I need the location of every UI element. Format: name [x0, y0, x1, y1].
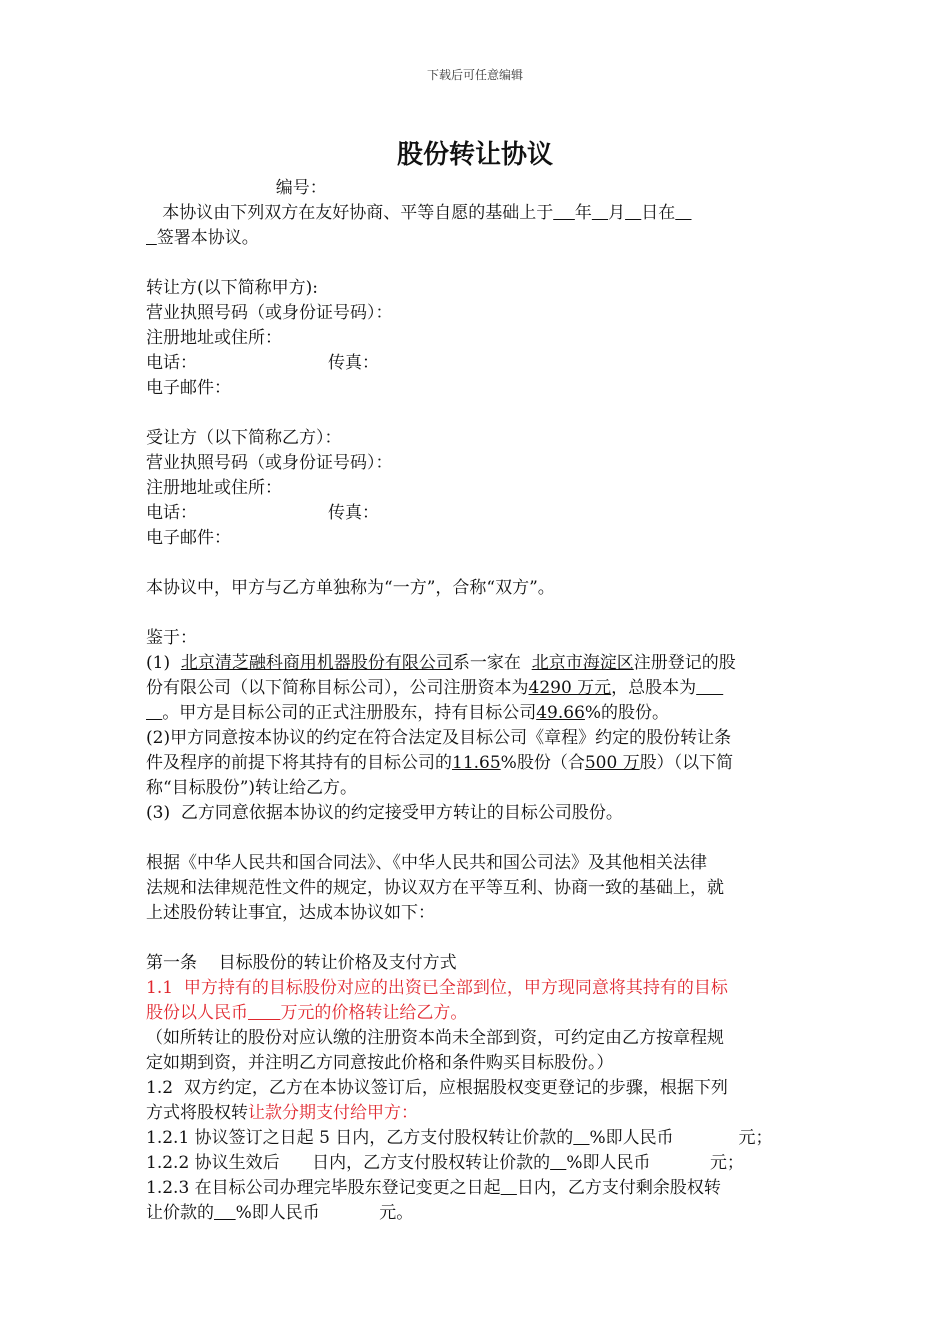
clause-1-1-line-2: 股份以人民币 万元的价格转让给乙方。 [146, 1003, 468, 1023]
party-a-email: 电子邮件： [146, 378, 231, 398]
clause-1-1-line-1: 1.1 甲方持有的目标股份对应的出资已全部到位，甲方现同意将其持有的目标 [146, 978, 728, 998]
party-b-address: 注册地址或住所： [146, 478, 282, 498]
party-a-address: 注册地址或住所： [146, 328, 282, 348]
document-body [146, 176, 808, 1226]
document-title: 股份转让协议 [396, 140, 553, 170]
recital-2-line-1: (2)甲方同意按本协议的约定在符合法定及目标公司《章程》约定的股份转让条 [146, 728, 732, 748]
basis-line-3: 上述股份转让事宜，达成本协议如下： [146, 903, 435, 923]
recital-1-line-3: 。甲方是目标公司的正式注册股东，持有目标公司49.66%的股份。 [162, 703, 670, 723]
clause-1-1-note-line-1: （如所转让的股份对应认缴的注册资本尚未全部到资，可约定由乙方按章程规 [146, 1028, 724, 1048]
clause-1-2-2: 1.2.2 协议生效后 日内，乙方支付股权转让价款的 %即人民币 元； [146, 1153, 744, 1173]
party-b-license: 营业执照号码（或身份证号码）： [146, 453, 393, 473]
clause-1-2-3-line-2: 让价款的 %即人民币 元。 [146, 1203, 414, 1223]
clause-1-2-1: 1.2.1 协议签订之日起 5 日内，乙方支付股权转让价款的 %即人民币 元； [146, 1128, 773, 1148]
whereas-heading: 鉴于： [146, 628, 197, 648]
contract-number-line: 编号： [275, 178, 327, 198]
parties-definition: 本协议中，甲方与乙方单独称为“一方”，合称“双方”。 [146, 578, 555, 598]
recital-1-line-2: 份有限公司（以下简称目标公司），公司注册资本为4290 万元，总股本为 [146, 678, 697, 698]
party-a-license: 营业执照号码（或身份证号码）： [146, 303, 393, 323]
party-b-email: 电子邮件： [146, 528, 231, 548]
recital-2-line-2: 件及程序的前提下将其持有的目标公司的11.65%股份（合500 万股）（以下简 [146, 753, 734, 773]
recital-2-line-3: 称“目标股份”)转让给乙方。 [146, 778, 358, 798]
recital-3: (3) 乙方同意依据本协议的约定接受甲方转让的目标公司股份。 [146, 803, 623, 823]
recital-1-line-1: (1) 北京清芝融科商用机器股份有限公司系一家在 北京市海淀区注册登记的股 [146, 653, 736, 673]
clause-1-2-3-line-1: 1.2.3 在目标公司办理完毕股东登记变更之日起 日内，乙方支付剩余股权转 [146, 1178, 721, 1198]
clause-1-1-note-line-2: 定如期到资，并注明乙方同意按此价格和条件购买目标股份。） [146, 1053, 614, 1073]
intro-line-2: 签署本协议。 [156, 228, 259, 248]
party-b-contact: 电话： 传真： [146, 503, 379, 523]
party-a-contact: 电话： 传真： [146, 353, 379, 373]
basis-line-1: 根据《中华人民共和国合同法》、《中华人民共和国公司法》及其他相关法律 [146, 853, 707, 873]
party-b-heading: 受让方（以下简称乙方）： [146, 428, 342, 448]
party-a-heading: 转让方(以下简称甲方): [146, 278, 318, 298]
basis-line-2: 法规和法律规范性文件的规定，协议双方在平等互利、协商一致的基础上，就 [146, 878, 724, 898]
clause-1-2-line-1: 1.2 双方约定，乙方在本协议签订后，应根据股权变更登记的步骤，根据下列 [146, 1078, 728, 1098]
clause-1-2-line-2: 方式将股权转让款分期支付给甲方： [146, 1103, 418, 1123]
intro-line-1: 本协议由下列双方在友好协商、平等自愿的基础上于 年 月 日在 [162, 203, 676, 223]
article-1-heading: 第一条 目标股份的转让价格及支付方式 [146, 953, 457, 973]
page-header-note: 下载后可任意编辑 [426, 68, 523, 82]
